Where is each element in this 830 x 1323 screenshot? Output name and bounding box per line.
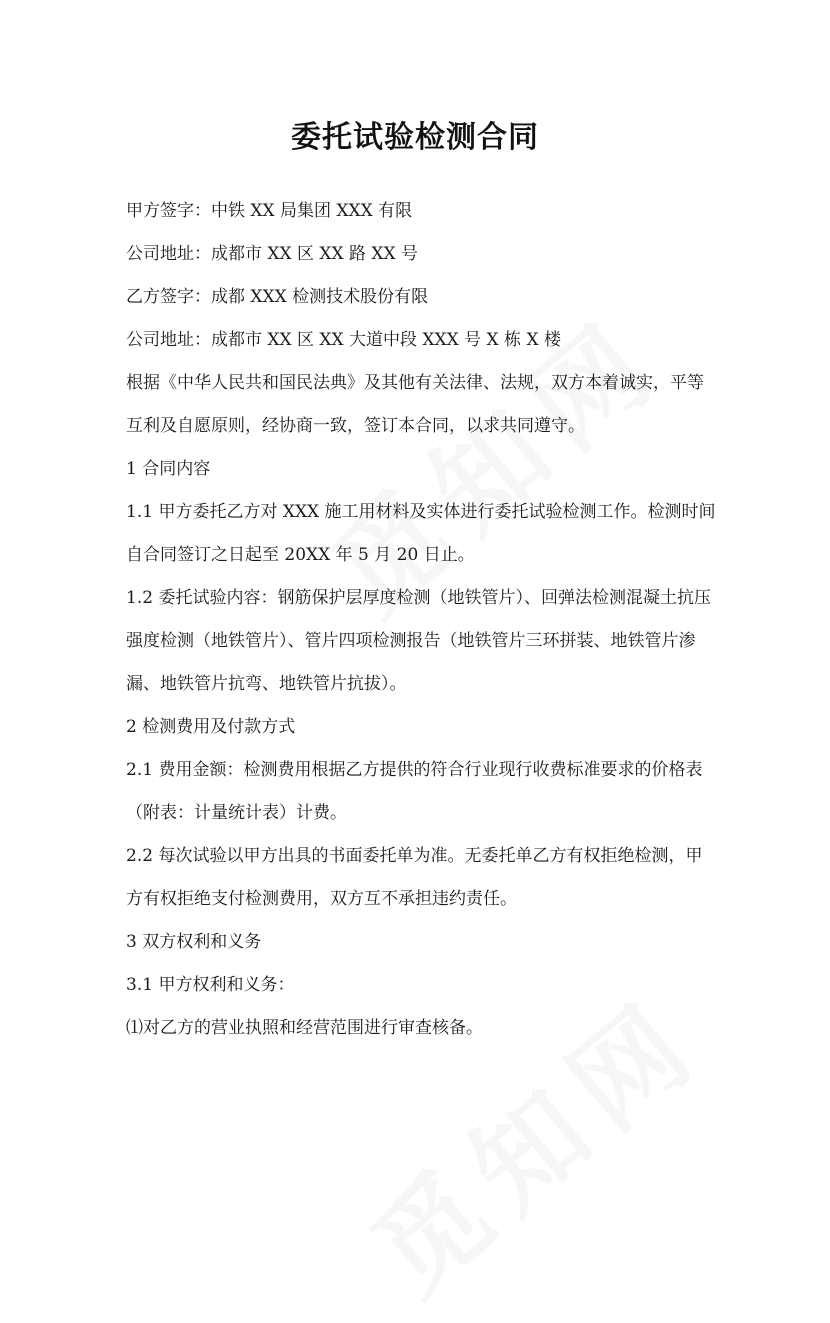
clause-line: 2.1 费用金额：检测费用根据乙方提供的符合行业现行收费标准要求的价格表 [126, 760, 703, 780]
clause-line: 方有权拒绝支付检测费用，双方互不承担违约责任。 [126, 889, 517, 909]
party-a-address: 公司地址：成都市 XX 区 XX 路 XX 号 [126, 244, 419, 264]
section-heading: 2 检测费用及付款方式 [126, 717, 296, 737]
section-heading: 1 合同内容 [126, 459, 211, 479]
clause-line: 2.2 每次试验以甲方出具的书面委托单为准。无委托单乙方有权拒绝检测，甲 [126, 846, 703, 866]
clause-line: 强度检测（地铁管片）、管片四项检测报告（地铁管片三环拼装、地铁管片渗 [126, 631, 696, 651]
clause-line: 3.1 甲方权利和义务： [126, 975, 295, 995]
clause-line: 1.2 委托试验内容：钢筋保护层厚度检测（地铁管片）、回弹法检测混凝土抗压 [126, 588, 711, 608]
section-heading: 3 双方权利和义务 [126, 932, 262, 952]
party-b-signature: 乙方签字：成都 XXX 检测技术股份有限 [126, 287, 429, 307]
clause-line: 自合同签订之日起至 20XX 年 5 月 20 日止。 [126, 545, 475, 565]
party-b-address: 公司地址：成都市 XX 区 XX 大道中段 XXX 号 X 栋 X 楼 [126, 330, 561, 350]
document-body [126, 190, 716, 1050]
clause-line: 漏、地铁管片抗弯、地铁管片抗拔）。 [126, 674, 407, 694]
clause-line: ⑴对乙方的营业执照和经营范围进行审查核备。 [126, 1018, 483, 1038]
preamble-line: 根据《中华人民共和国民法典》及其他有关法律、法规，双方本着诚实，平等 [126, 373, 704, 393]
clause-line: （附表：计量统计表）计费。 [126, 803, 347, 823]
document-title: 委托试验检测合同 [291, 120, 539, 155]
clause-line: 1.1 甲方委托乙方对 XXX 施工用材料及实体进行委托试验检测工作。检测时间 [126, 502, 716, 522]
party-a-signature: 甲方签字：中铁 XX 局集团 XXX 有限 [126, 201, 413, 221]
preamble-line: 互利及自愿原则，经协商一致，签订本合同，以求共同遵守。 [126, 416, 585, 436]
